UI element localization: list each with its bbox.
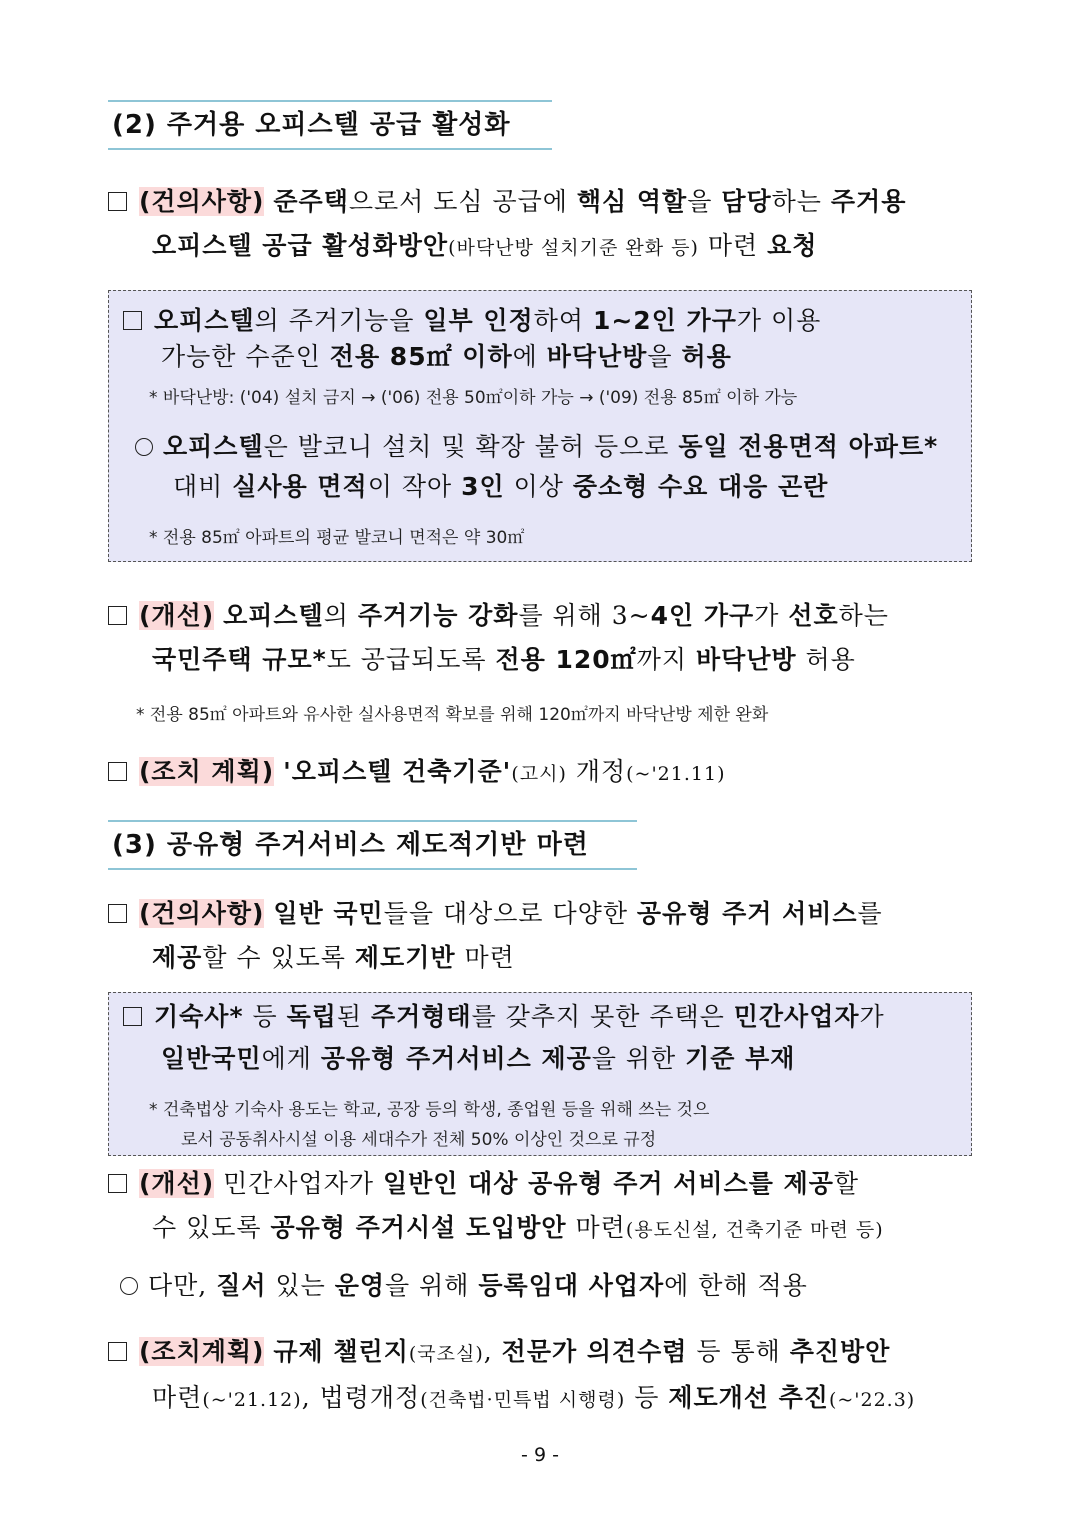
- item-line: [108, 936, 988, 980]
- item-tag: (건의사항): [139, 899, 265, 928]
- text-run: [214, 601, 223, 630]
- item-line: [274, 757, 725, 786]
- bold-text-run: 오피스텔: [223, 601, 324, 630]
- text-run: 할 수 있도록: [202, 943, 355, 972]
- item-tag: (건의사항): [139, 187, 265, 216]
- bold-text-run: 독립: [286, 1002, 337, 1031]
- bold-text-run: 선호: [788, 601, 839, 630]
- bold-text-run: 허용: [681, 342, 732, 371]
- text-run: 을 위한: [591, 1044, 686, 1073]
- bold-text-run: 추진방안: [789, 1337, 891, 1366]
- item-action-plan: [108, 1330, 988, 1422]
- panel-line: [161, 337, 732, 373]
- bold-text-run: 주거기능 강화: [357, 601, 519, 630]
- bold-text-run: 등록임대 사업자: [478, 1271, 665, 1300]
- item-line: [214, 1169, 859, 1198]
- text-run: 에 한해 적용: [664, 1271, 808, 1300]
- bold-text-run: 질서: [216, 1271, 267, 1300]
- checkbox-icon: [108, 1174, 127, 1193]
- item-improvement: [108, 1162, 988, 1252]
- page-number: - 9 -: [521, 1444, 559, 1466]
- text-run: 에: [512, 342, 547, 371]
- small-text-run: (바닥난방 설치기준 완화 등): [448, 237, 699, 259]
- bold-text-run: 오피스텔: [163, 432, 264, 461]
- bold-text-run: 국민주택 규모*: [152, 645, 327, 674]
- text-run: 마련: [152, 1383, 203, 1412]
- item-line: [108, 1376, 988, 1422]
- small-text-run: (용도신설, 건축기준 마련 등): [625, 1219, 884, 1241]
- bold-text-run: 전용 85㎡ 이하: [329, 342, 513, 371]
- text-run: 하여: [533, 306, 593, 335]
- bold-text-run: 동일 전용면적 아파트*: [678, 432, 939, 461]
- bold-text-run: 1~2인 가구: [592, 306, 737, 335]
- text-run: 된: [336, 1002, 371, 1031]
- panel-line: [154, 1002, 885, 1031]
- item-tag: (조치계획): [139, 1337, 265, 1366]
- text-run: 의 주거기능을: [254, 306, 424, 335]
- text-run: 대비: [173, 472, 233, 501]
- checkbox-icon: [123, 1007, 142, 1026]
- bold-text-run: 기숙사*: [154, 1002, 244, 1031]
- checkbox-icon: [123, 311, 142, 330]
- bold-text-run: 일반인 대상 공유형 주거 서비스를 제공: [382, 1169, 834, 1198]
- bold-text-run: 일반 국민: [273, 899, 384, 928]
- bold-text-run: 민간사업자: [733, 1002, 860, 1031]
- text-run: 하는: [771, 187, 831, 216]
- small-text-run: (~'22.3): [828, 1389, 916, 1411]
- item-line: [264, 899, 882, 928]
- item-line: [108, 1206, 988, 1252]
- text-run: 들을 대상으로 다양한: [383, 899, 637, 928]
- text-run: 을: [687, 187, 722, 216]
- item-recommendation: [108, 180, 988, 270]
- bold-text-run: 규제 챌린지: [273, 1337, 409, 1366]
- bold-text-run: 운영: [334, 1271, 386, 1300]
- text-run: 있는: [266, 1271, 335, 1300]
- text-run: , 법령개정: [301, 1383, 421, 1412]
- bold-text-run: 요청: [767, 231, 818, 260]
- text-run: 하는: [838, 601, 889, 630]
- panel-line: [161, 1039, 795, 1075]
- item-sub-bullet: [120, 1264, 1000, 1308]
- footnote: * 건축법상 기숙사 용도는 학교, 공장 등의 학생, 종업원 등을 위해 쓰는 것으: [149, 1100, 710, 1120]
- text-run: 가: [859, 1002, 885, 1031]
- text-run: 가: [754, 601, 789, 630]
- section-title-3: (3) 공유형 주거서비스 제도적기반 마련: [108, 820, 637, 870]
- bold-text-run: 전문가 의견수렴: [501, 1337, 688, 1366]
- bold-text-run: 기준 부재: [685, 1044, 796, 1073]
- bold-text-run: 3인: [461, 472, 505, 501]
- bold-text-run: 준주택: [273, 187, 349, 216]
- text-run: 을 위해: [385, 1271, 479, 1300]
- checkbox-icon: [108, 606, 127, 625]
- item-improvement: [108, 594, 988, 682]
- bold-text-run: 중소형 수요 대응 곤란: [572, 472, 829, 501]
- item-tag: (개선): [139, 1169, 215, 1198]
- bullet-circle-icon: [135, 438, 153, 456]
- text-run: 민간사업자가: [214, 1169, 383, 1198]
- footnote: 로서 공동취사시설 이용 세대수가 전체 50% 이상인 것으로 규정: [181, 1130, 657, 1150]
- bold-text-run: 일반국민: [161, 1044, 262, 1073]
- text-run: 할: [833, 1169, 860, 1198]
- text-run: 에게: [261, 1044, 321, 1073]
- item-line: [264, 187, 906, 216]
- bold-text-run: 공유형 주거서비스 제공: [320, 1044, 592, 1073]
- bold-text-run: 핵심 역할: [576, 187, 688, 216]
- text-run: 가능한 수준인: [161, 342, 330, 371]
- bold-text-run: 4인 가구: [650, 601, 755, 630]
- item-line: [108, 224, 988, 270]
- footnote: * 전용 85㎡ 아파트의 평균 발코니 면적은 약 30㎡: [149, 528, 525, 548]
- checkbox-icon: [108, 1342, 127, 1361]
- bold-text-run: '오피스텔 건축기준': [283, 757, 512, 786]
- bold-text-run: 제도기반: [354, 943, 456, 972]
- text-run: 마련: [455, 943, 515, 972]
- item-tag: (조치 계획): [139, 757, 275, 786]
- small-text-run: (고시): [511, 763, 567, 785]
- bold-text-run: 바닥난방: [695, 645, 797, 674]
- item-line: [108, 638, 988, 682]
- text-run: 개정: [566, 757, 627, 786]
- text-run: 등: [625, 1383, 669, 1412]
- text-run: 으로서 도심 공급에: [348, 187, 577, 216]
- bold-text-run: 바닥난방: [546, 342, 648, 371]
- text-run: 이상: [504, 472, 573, 501]
- text-run: 마련: [566, 1213, 626, 1242]
- small-text-run: (국조실): [408, 1343, 484, 1365]
- text-run: 를 갖추지 못한 주택은: [471, 1002, 734, 1031]
- text-run: 를 위해 3~: [518, 601, 651, 630]
- text-run: 를: [857, 899, 883, 928]
- bold-text-run: 전용 120㎡: [495, 645, 637, 674]
- bold-text-run: 오피스텔: [154, 306, 255, 335]
- small-text-run: (~'21.12): [202, 1389, 302, 1411]
- small-text-run: (~'21.11): [626, 763, 726, 785]
- item-line: [214, 601, 889, 630]
- checkbox-icon: [108, 762, 127, 781]
- text-run: 이 작아: [367, 472, 462, 501]
- footnote: * 전용 85㎡ 아파트와 유사한 실사용면적 확보를 위해 120㎡까지 바닥난방 제한 완화: [136, 705, 769, 725]
- bullet-circle-icon: [120, 1277, 138, 1295]
- text-run: 수 있도록: [152, 1213, 271, 1242]
- text-run: 은 발코니 설치 및 확장 불허 등으로: [263, 432, 679, 461]
- bold-text-run: 제공: [152, 943, 203, 972]
- text-run: [274, 757, 283, 786]
- text-run: 가 이용: [736, 306, 822, 335]
- bold-text-run: 공유형 주거 서비스: [636, 899, 858, 928]
- text-run: 도 공급되도록: [326, 645, 496, 674]
- text-run: 다만,: [148, 1271, 217, 1300]
- item-line: [264, 1337, 890, 1366]
- background-panel: [108, 992, 972, 1156]
- bold-text-run: 공유형 주거시설 도입방안: [270, 1213, 567, 1242]
- bold-text-run: 담당: [721, 187, 772, 216]
- section-title-2: (2) 주거용 오피스텔 공급 활성화: [108, 100, 552, 150]
- panel-line: [163, 432, 938, 461]
- text-run: 까지: [636, 645, 696, 674]
- checkbox-icon: [108, 192, 127, 211]
- background-panel: [108, 290, 972, 562]
- bold-text-run: 제도개선 추진: [668, 1383, 829, 1412]
- panel-line: [173, 467, 828, 503]
- item-tag: (개선): [139, 601, 215, 630]
- text-run: 허용: [796, 645, 856, 674]
- bold-text-run: 실사용 면적: [232, 472, 368, 501]
- text-run: 의: [323, 601, 358, 630]
- footnote: * 바닥난방: ('04) 설치 금지 → ('06) 전용 50㎡이하 가능 → ('09) 전용 85㎡ 이하 가능: [149, 388, 798, 408]
- panel-line: [154, 306, 821, 335]
- bold-text-run: 일부 인정: [423, 306, 534, 335]
- bold-text-run: 주거용: [830, 187, 907, 216]
- item-line: [148, 1271, 808, 1300]
- text-run: ,: [483, 1337, 502, 1366]
- text-run: 등 통해: [687, 1337, 790, 1366]
- bold-text-run: 주거형태: [371, 1002, 472, 1031]
- item-action-plan: [108, 750, 988, 796]
- text-run: 을: [647, 342, 682, 371]
- item-recommendation: [108, 892, 988, 980]
- text-run: 마련: [698, 231, 768, 260]
- small-text-run: (건축법·민특법 시행령): [420, 1389, 626, 1411]
- text-run: 등: [243, 1002, 287, 1031]
- bold-text-run: 오피스텔 공급 활성화방안: [152, 231, 449, 260]
- checkbox-icon: [108, 904, 127, 923]
